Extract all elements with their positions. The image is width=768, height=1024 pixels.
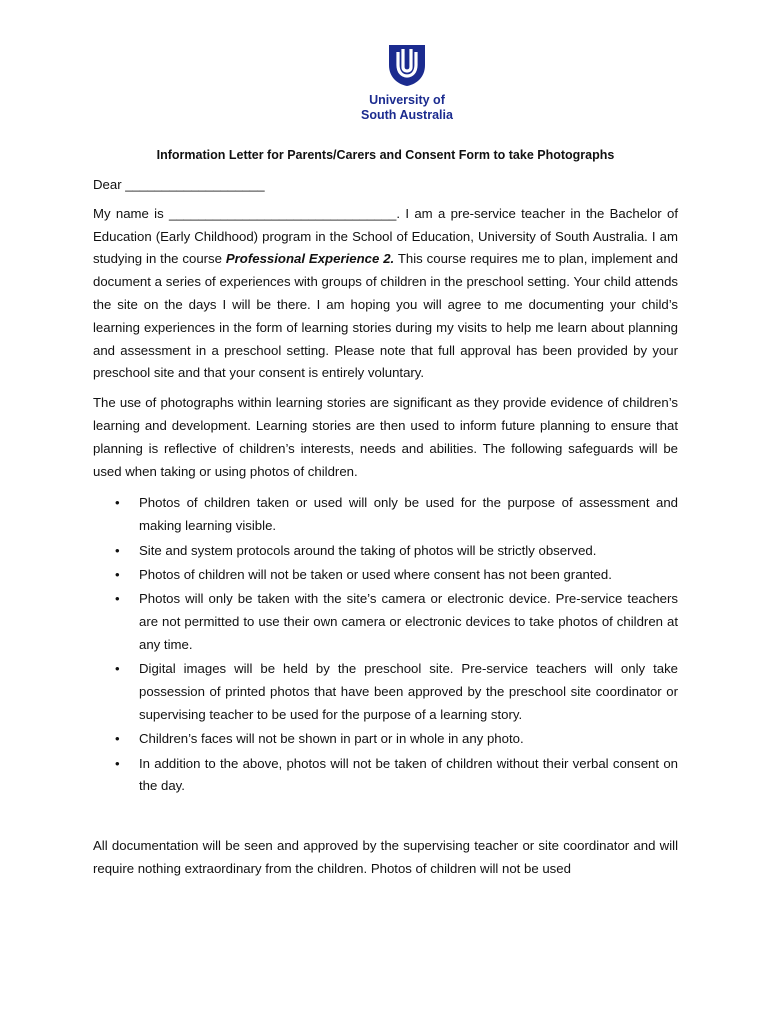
list-item-text: Photos will only be taken with the site’s camera or electronic device. Pre-service teachers are not permitted to use their own camera or electronic devices to take photos of children at any time. [139,591,678,652]
list-item-text: Children’s faces will not be shown in part or in whole in any photo. [139,731,524,747]
list-item [93,492,678,538]
intro-text-end: This course requires me to plan, implement and document a series of experiences with groups of children in the preschool setting. Your child attends the site on the days I will be there. I am hoping you will agree to me documenting your child’s learning experiences in the form of learning stories during my visits to help me learn about planning and assessment in a preschool setting. Please note that full approval has been provided by your preschool site and that your consent is entirely voluntary. [93,251,678,381]
university-name-line2: South Australia [361,107,453,122]
bullet-icon: • [115,542,120,558]
list-item [93,658,678,726]
intro-paragraph [93,203,678,385]
salutation: Dear ___________________ [93,177,265,192]
bullet-icon: • [115,566,120,582]
photographs-paragraph: The use of photographs within learning stories are significant as they provide evidence of children’s learning and development. Learning stories are then used to inform future planning to ensure that planning is reflective of children’s interests, needs and abilities. The following safeguards will be used when taking or using photos of children. [93,395,678,479]
list-item-text: In addition to the above, photos will not be taken of children without their verbal consent on the day. [139,755,678,794]
page-title: Information Letter for Parents/Carers and Consent Form to take Photographs [156,148,615,162]
list-item [93,540,678,563]
list-item [93,728,678,751]
list-item [93,588,678,656]
bullet-icon: • [115,495,120,511]
safeguards-list [93,492,678,798]
list-item [93,564,678,587]
documentation-paragraph: All documentation will be seen and approved by the supervising teacher or site coordinator and will require nothing extraordinary from the children. Photos of children will not be used [93,838,678,877]
letter-body [93,174,678,881]
list-item-text: Digital images will be held by the preschool site. Pre-service teachers will only take possession of printed photos that have been approved by the preschool site coordinator or supervising teacher to be used for the purpose of a learning story. [139,661,678,722]
unisa-shield-icon [387,43,427,87]
list-item-text: Site and system protocols around the taking of photos will be strictly observed. [139,542,597,558]
university-name-line1: University of [369,93,445,107]
bullet-icon: • [115,755,120,771]
university-logo [355,43,459,122]
list-item [93,753,678,799]
intro-text-start: My name is _______________________________. I am a pre-service teacher in the Bachelor of Education (Early Childhood) program in the School of Education, University of South Australia. I am studying in the course [93,205,678,267]
course-name: Professional Experience 2. [225,251,395,267]
bullet-icon: • [115,591,120,607]
list-item-text: Photos of children taken or used will only be used for the purpose of assessment and making learning visible. [139,495,678,534]
list-item-text: Photos of children will not be taken or used where consent has not been granted. [139,566,612,582]
bullet-icon: • [115,661,120,677]
bullet-icon: • [115,731,120,747]
